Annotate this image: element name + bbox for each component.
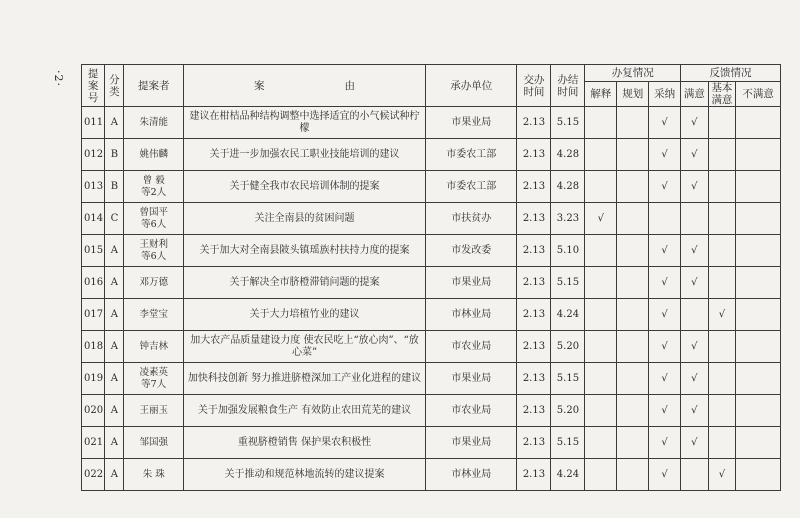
cell-unit: 市农业局 — [426, 395, 517, 427]
page-number: ·2· — [52, 70, 65, 87]
cell-reason: 关注全南县的贫困问题 — [183, 203, 425, 235]
cell-adopt-check: √ — [649, 459, 681, 491]
header-basically-satisfied: 基本满意 — [708, 82, 736, 107]
cell-basically-satisfied-check: √ — [708, 299, 736, 331]
table-row — [82, 203, 781, 235]
cell-satisfied-check: √ — [681, 395, 709, 427]
cell-category: A — [105, 107, 124, 139]
cell-adopt-check: √ — [649, 331, 681, 363]
cell-reason: 关于进一步加强农民工职业技能培训的建议 — [183, 139, 425, 171]
cell-satisfied-check — [681, 203, 709, 235]
cell-category: A — [105, 427, 124, 459]
cell-basically-satisfied-check — [708, 235, 736, 267]
cell-basically-satisfied-check — [708, 363, 736, 395]
cell-unit: 市委农工部 — [426, 171, 517, 203]
cell-unit: 市林业局 — [426, 459, 517, 491]
cell-basically-satisfied-check — [708, 171, 736, 203]
cell-conclude-time: 4.28 — [551, 139, 585, 171]
cell-unit: 市发改委 — [426, 235, 517, 267]
table-row — [82, 235, 781, 267]
cell-dissatisfied-check — [736, 267, 781, 299]
header-proposer: 提案者 — [124, 65, 183, 107]
cell-explain-check — [585, 139, 617, 171]
cell-plan-check — [617, 203, 649, 235]
cell-handover-time: 2.13 — [517, 395, 551, 427]
cell-unit: 市扶贫办 — [426, 203, 517, 235]
cell-proposer: 邹国强 — [124, 427, 183, 459]
cell-handover-time: 2.13 — [517, 427, 551, 459]
header-reason-left: 案 — [254, 79, 265, 92]
cell-conclude-time: 5.15 — [551, 427, 585, 459]
header-conclude-time: 办结时间 — [551, 65, 585, 107]
cell-dissatisfied-check — [736, 395, 781, 427]
cell-satisfied-check — [681, 299, 709, 331]
cell-plan-check — [617, 363, 649, 395]
cell-explain-check — [585, 331, 617, 363]
cell-proposer: 邓万德 — [124, 267, 183, 299]
cell-handover-time: 2.13 — [517, 331, 551, 363]
cell-basically-satisfied-check — [708, 267, 736, 299]
cell-proposer: 朱清能 — [124, 107, 183, 139]
cell-reason: 关于加大对全南县陂头镇瑶族村扶持力度的提案 — [183, 235, 425, 267]
header-unit: 承办单位 — [426, 65, 517, 107]
cell-conclude-time: 5.20 — [551, 395, 585, 427]
cell-reason: 建议在柑桔品种结构调整中选择适宜的小气候试种柠檬 — [183, 107, 425, 139]
cell-conclude-time: 4.24 — [551, 299, 585, 331]
cell-basically-satisfied-check — [708, 139, 736, 171]
header-category: 分类 — [105, 65, 124, 107]
cell-satisfied-check: √ — [681, 235, 709, 267]
cell-proposer: 王丽玉 — [124, 395, 183, 427]
table-row — [82, 363, 781, 395]
header-adopt: 采纳 — [649, 82, 681, 107]
cell-proposal-no: 011 — [82, 107, 105, 139]
cell-proposal-no: 019 — [82, 363, 105, 395]
cell-proposer: 曾国平 等6人 — [124, 203, 183, 235]
table-body — [82, 107, 781, 491]
cell-dissatisfied-check — [736, 203, 781, 235]
cell-reason: 加快科技创新 努力推进脐橙深加工产业化进程的建议 — [183, 363, 425, 395]
header-handover-time: 交办时间 — [517, 65, 551, 107]
cell-handover-time: 2.13 — [517, 171, 551, 203]
cell-handover-time: 2.13 — [517, 107, 551, 139]
cell-proposer: 朱 珠 — [124, 459, 183, 491]
table-row — [82, 459, 781, 491]
cell-category: A — [105, 267, 124, 299]
cell-handover-time: 2.13 — [517, 235, 551, 267]
cell-category: A — [105, 331, 124, 363]
cell-explain-check: √ — [585, 203, 617, 235]
cell-unit: 市果业局 — [426, 267, 517, 299]
cell-reason: 关于解决全市脐橙滞销问题的提案 — [183, 267, 425, 299]
cell-satisfied-check: √ — [681, 267, 709, 299]
cell-conclude-time: 4.24 — [551, 459, 585, 491]
cell-conclude-time: 5.15 — [551, 107, 585, 139]
cell-conclude-time: 4.28 — [551, 171, 585, 203]
cell-proposer: 钟吉林 — [124, 331, 183, 363]
cell-category: A — [105, 459, 124, 491]
cell-handover-time: 2.13 — [517, 363, 551, 395]
header-satisfied: 满意 — [681, 82, 709, 107]
cell-explain-check — [585, 171, 617, 203]
table-row — [82, 107, 781, 139]
cell-proposal-no: 012 — [82, 139, 105, 171]
cell-adopt-check: √ — [649, 235, 681, 267]
cell-plan-check — [617, 107, 649, 139]
cell-proposer: 凌素英 等7人 — [124, 363, 183, 395]
cell-proposal-no: 014 — [82, 203, 105, 235]
cell-conclude-time: 5.15 — [551, 267, 585, 299]
cell-conclude-time: 5.10 — [551, 235, 585, 267]
cell-category: A — [105, 235, 124, 267]
cell-handover-time: 2.13 — [517, 139, 551, 171]
table-row — [82, 267, 781, 299]
cell-handover-time: 2.13 — [517, 267, 551, 299]
cell-proposal-no: 017 — [82, 299, 105, 331]
cell-adopt-check: √ — [649, 171, 681, 203]
cell-category: C — [105, 203, 124, 235]
cell-proposer: 姚伟麟 — [124, 139, 183, 171]
cell-unit: 市农业局 — [426, 331, 517, 363]
cell-reason: 关于健全我市农民培训体制的提案 — [183, 171, 425, 203]
table-row — [82, 395, 781, 427]
cell-basically-satisfied-check — [708, 107, 736, 139]
cell-conclude-time: 5.20 — [551, 331, 585, 363]
table-row — [82, 299, 781, 331]
cell-category: A — [105, 299, 124, 331]
cell-basically-satisfied-check — [708, 427, 736, 459]
cell-reason: 关于推动和规范林地流转的建议提案 — [183, 459, 425, 491]
cell-satisfied-check: √ — [681, 331, 709, 363]
cell-dissatisfied-check — [736, 139, 781, 171]
cell-dissatisfied-check — [736, 427, 781, 459]
cell-explain-check — [585, 427, 617, 459]
cell-handover-time: 2.13 — [517, 299, 551, 331]
cell-proposal-no: 018 — [82, 331, 105, 363]
cell-proposer: 李堂宝 — [124, 299, 183, 331]
cell-basically-satisfied-check: √ — [708, 459, 736, 491]
header-dissatisfied: 不满意 — [736, 82, 781, 107]
cell-basically-satisfied-check — [708, 395, 736, 427]
cell-dissatisfied-check — [736, 107, 781, 139]
cell-satisfied-check: √ — [681, 363, 709, 395]
cell-conclude-time: 5.15 — [551, 363, 585, 395]
cell-unit: 市果业局 — [426, 107, 517, 139]
cell-proposer: 曾 毅 等2人 — [124, 171, 183, 203]
cell-proposal-no: 022 — [82, 459, 105, 491]
cell-plan-check — [617, 171, 649, 203]
cell-dissatisfied-check — [736, 299, 781, 331]
cell-explain-check — [585, 459, 617, 491]
cell-unit: 市林业局 — [426, 299, 517, 331]
cell-explain-check — [585, 363, 617, 395]
cell-adopt-check: √ — [649, 267, 681, 299]
cell-adopt-check: √ — [649, 427, 681, 459]
header-proposal-no: 提案号 — [82, 65, 105, 107]
cell-reason: 重视脐橙销售 保护果农积极性 — [183, 427, 425, 459]
table-row — [82, 427, 781, 459]
header-feedback: 反馈情况 — [681, 65, 781, 82]
cell-conclude-time: 3.23 — [551, 203, 585, 235]
cell-adopt-check: √ — [649, 139, 681, 171]
cell-explain-check — [585, 299, 617, 331]
cell-plan-check — [617, 395, 649, 427]
cell-adopt-check: √ — [649, 107, 681, 139]
cell-satisfied-check: √ — [681, 139, 709, 171]
cell-plan-check — [617, 459, 649, 491]
cell-proposal-no: 016 — [82, 267, 105, 299]
header-reason — [183, 65, 425, 107]
cell-explain-check — [585, 107, 617, 139]
header-reason-right: 由 — [344, 79, 356, 92]
table-row — [82, 331, 781, 363]
cell-basically-satisfied-check — [708, 331, 736, 363]
cell-dissatisfied-check — [736, 363, 781, 395]
cell-proposal-no: 013 — [82, 171, 105, 203]
cell-handover-time: 2.13 — [517, 459, 551, 491]
header-plan: 规划 — [617, 82, 649, 107]
cell-satisfied-check: √ — [681, 427, 709, 459]
header-explain: 解释 — [585, 82, 617, 107]
cell-unit: 市果业局 — [426, 427, 517, 459]
cell-satisfied-check — [681, 459, 709, 491]
cell-satisfied-check: √ — [681, 107, 709, 139]
table-row — [82, 171, 781, 203]
cell-category: B — [105, 171, 124, 203]
cell-explain-check — [585, 235, 617, 267]
cell-proposer: 王财利 等6人 — [124, 235, 183, 267]
cell-explain-check — [585, 267, 617, 299]
header-reply-status: 办复情况 — [585, 65, 681, 82]
cell-category: B — [105, 139, 124, 171]
cell-unit: 市果业局 — [426, 363, 517, 395]
cell-proposal-no: 015 — [82, 235, 105, 267]
proposal-table — [81, 64, 781, 491]
cell-plan-check — [617, 299, 649, 331]
cell-dissatisfied-check — [736, 459, 781, 491]
cell-plan-check — [617, 331, 649, 363]
cell-dissatisfied-check — [736, 171, 781, 203]
cell-dissatisfied-check — [736, 235, 781, 267]
cell-unit: 市委农工部 — [426, 139, 517, 171]
cell-plan-check — [617, 427, 649, 459]
table-row — [82, 139, 781, 171]
cell-reason: 加大农产品质量建设力度 使农民吃上“放心肉”、“放心菜” — [183, 331, 425, 363]
cell-explain-check — [585, 395, 617, 427]
cell-handover-time: 2.13 — [517, 203, 551, 235]
cell-category: A — [105, 395, 124, 427]
cell-adopt-check: √ — [649, 299, 681, 331]
cell-proposal-no: 020 — [82, 395, 105, 427]
cell-dissatisfied-check — [736, 331, 781, 363]
cell-proposal-no: 021 — [82, 427, 105, 459]
cell-basically-satisfied-check — [708, 203, 736, 235]
cell-adopt-check: √ — [649, 363, 681, 395]
cell-adopt-check — [649, 203, 681, 235]
cell-reason: 关于大力培植竹业的建议 — [183, 299, 425, 331]
cell-adopt-check: √ — [649, 395, 681, 427]
cell-plan-check — [617, 267, 649, 299]
cell-plan-check — [617, 235, 649, 267]
cell-satisfied-check: √ — [681, 171, 709, 203]
cell-category: A — [105, 363, 124, 395]
cell-reason: 关于加强发展粮食生产 有效防止农田荒芜的建议 — [183, 395, 425, 427]
cell-plan-check — [617, 139, 649, 171]
